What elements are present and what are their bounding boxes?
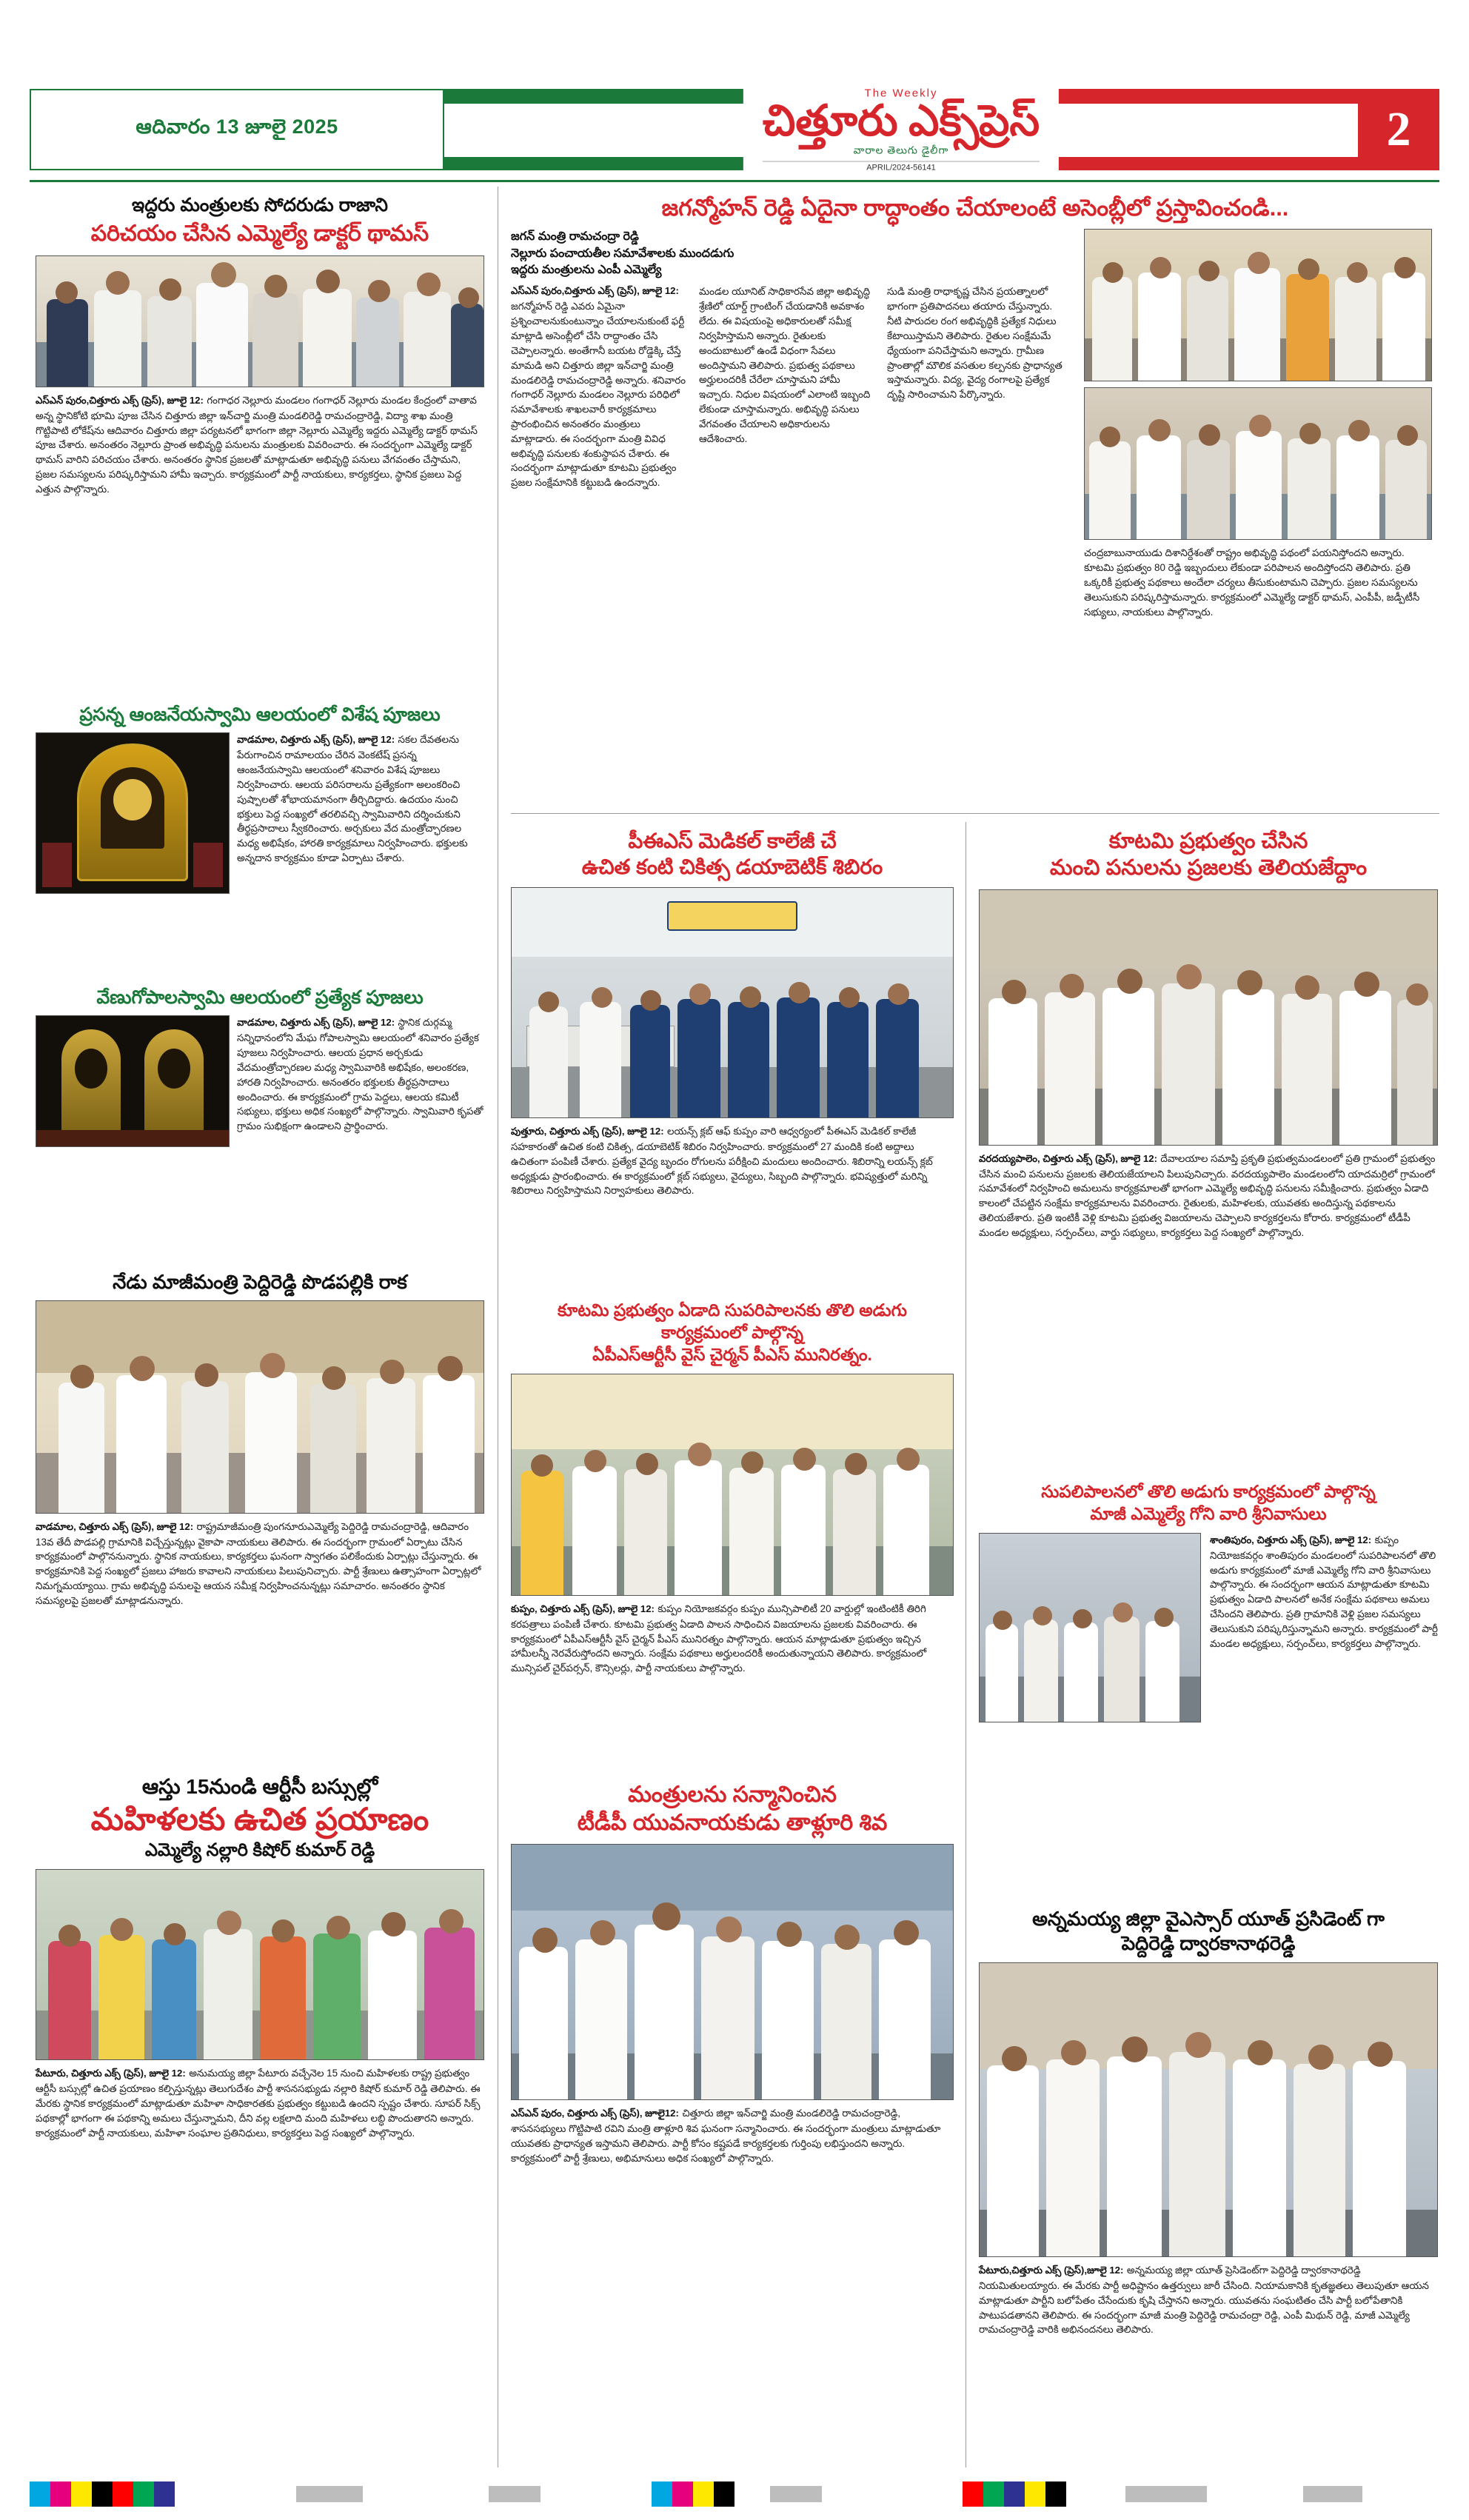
article-b2 [511, 828, 954, 1198]
a3-byline: వాడమాల, చిత్తూరు ఎక్స్‌ (ప్రెస్), జూలై 12: [237, 1017, 395, 1029]
logo-title: చిత్తూరు ఎక్స్‌ప్రెస్ [762, 96, 1040, 145]
c2-photo [979, 1533, 1201, 1722]
a3-headline: వేణుగోపాలస్వామి ఆలయంలో ప్రత్యేక పూజలు [96, 987, 424, 1008]
c1-byline: వరదయ్యపాలెం, చిత్తూరు ఎక్స్‌ (ప్రెస్), జూలై 12: [979, 1152, 1157, 1164]
a5-headline-3: ఎమ్మెల్యే నల్లారి కిషోర్ కుమార్ రెడ్డి [144, 1840, 375, 1861]
a1-body: గంగాధర నెల్లూరు మండలం గంగాధర్ నెల్లూరు మండల కేంద్రంలో వాతావ అన్న స్థానికోటి భూమి పూజ చేసిన చిత్తూరు జిల్లా ఇన్‌చార్జి మంత్రి మండలిరెడ్డి రామచంద్రారెడ్డి, విద్యా శాఖ మంత్రి గొట్టిపాటి లోకేష్‌ను ఆదివారం చిత్తూరు జిల్లా పర్యటనలో భాగంగా జిల్లా నెల్లూరు ఎమ్మెల్యే ఇద్దరు ఎమ్మెల్యే డాక్టర్ థామస్ పూజ చేశారు. అనంతరం నెల్లూరు ప్రాంత అభివృద్ధి పనులను మంత్రులకు వివరించారు. ఈ సందర్భంగా ఎమ్మెల్యే డాక్టర్ థామస్ వారిని పరిచయం చేశారు. అనంతరం స్థానిక ప్రజలతో మాట్లాడుతూ అభివృద్ధి పనులు వేగవంతం చేస్తామని, ప్రజల సమస్యలను పరిష్కరిస్తామని హామీ ఇచ్చారు. కార్యక్రమంలో పార్టీ నాయకులు, కార్యకర్తలు, స్థానిక ప్రజలు పెద్ద ఎత్తున పాల్గొన్నారు. [36, 394, 478, 495]
b3-headline-1: కూటమి ప్రభుత్వం ఏడాది సుపరిపాలనకు తొలి అడుగు [558, 1300, 907, 1320]
gray-patch-4 [1125, 2486, 1207, 2502]
c2-headline-2: మాజీ ఎమ్మెల్యే గోని వారి శ్రీనివాసులు [1090, 1503, 1327, 1523]
section-divider-1 [511, 813, 1439, 814]
article-b3 [511, 1300, 954, 1676]
b1-subhead-1: జగన్ మంత్రి రామచంద్రా రెడ్డి [511, 230, 639, 244]
c2-headline-1: సుపలిపాలనలో తొలి అడుగు కార్యక్రమంలో పాల్గొన్న [1041, 1482, 1376, 1501]
a5-photo [36, 1869, 484, 2060]
a1-byline: ఎస్‌ఎన్ పురం,చిత్తూరు ఎక్స్‌ (ప్రెస్), జూలై 12: [36, 394, 204, 406]
swatch-group-mid [652, 2481, 734, 2507]
b2-byline: పుత్తూరు, చిత్తూరు ఎక్స్‌ (ప్రెస్), జూలై 12: [511, 1126, 664, 1137]
b2-body: లయన్స్ క్లబ్ ఆఫ్ కుప్పం వారి ఆధ్వర్యంలో పీఈఎస్ మెడికల్ కాలేజీ సహకారంతో ఉచిత కంటి చికిత్స, డయాబెటిక్ శిబిరం నిర్వహించారు. కార్యక్రమంలో 27 మందికి కంటి అద్దాలు ఉచితంగా పంపిణీ చేశారు. ప్రత్యేక వైద్య బృందం రోగులను పరీక్షించి మందులు అందించారు. శిబిరాన్ని లయన్స్ క్లబ్ అధ్యక్షుడు ప్రారంభించారు. ఈ కార్యక్రమంలో క్లబ్ సభ్యులు, వైద్యులు, సిబ్బంది పాల్గొన్నారు. భవిష్యత్తులో మరిన్ని శిబిరాలు నిర్వహిస్తామని నిర్వాహకులు తెలిపారు. [511, 1126, 933, 1197]
article-c3 [979, 1907, 1438, 2337]
b4-headline-1: మంత్రులను సన్మానించిన [628, 1782, 837, 1807]
a1-photo [36, 255, 484, 387]
b3-photo [511, 1374, 954, 1596]
masthead-rule [30, 180, 1439, 182]
a4-headline: నేడు మాజీమంత్రి పెద్దిరెడ్డి పొడపల్లికి రాక [113, 1271, 407, 1293]
c2-body: కుప్పం నియోజకవర్గం శాంతిపురం మండలంలో సుపరిపాలనలో తొలి అడుగు కార్యక్రమంలో మాజీ ఎమ్మెల్యే గోని వారి శ్రీనివాసులు పాల్గొన్నారు. ఈ సందర్భంగా ఆయన మాట్లాడుతూ కూటమి ప్రభుత్వం ఏడాది పాలనలో అనేక సంక్షేమ పథకాలు అమలు చేసిందని తెలిపారు. ప్రతి గ్రామానికి వెళ్లి ప్రజల సమస్యలు తెలుసుకుని పరిష్కరిస్తున్నామని అన్నారు. కార్యక్రమంలో పార్టీ మండల అధ్యక్షులు, సర్పంచ్‌లు, కార్యకర్తలు పాల్గొన్నారు. [1210, 1534, 1438, 1649]
page-number: 2 [1358, 89, 1439, 170]
article-a1 [36, 194, 484, 497]
b1-body-col3: సుడి మంత్రి రాధాకృష్ణ చేసిన ప్రయత్నాలలో భాగంగా ప్రతిపాదనలు తయారు చేస్తున్నారు. నీటి పారుదల రంగ అభివృద్ధికి ప్రత్యేక నిధులు కేటాయిస్తామని తెలిపారు. రైతుల సంక్షేమమే ధ్యేయంగా పనిచేస్తామని అన్నారు. గ్రామీణ ప్రాంతాల్లో మౌలిక వసతుల కల్పనకు ప్రాధాన్యత ఇస్తామన్నారు. విద్య, వైద్య రంగాలపై ప్రత్యేక దృష్టి సారించామని పేర్కొన్నారు. [887, 286, 1063, 401]
issue-date: ఆదివారం 13 జూలై 2025 [135, 116, 338, 138]
c1-headline-2: మంచి పనులను ప్రజలకు తెలియజేద్దాం [1049, 856, 1368, 880]
gray-patch-5 [1303, 2486, 1362, 2502]
b1-byline: ఎస్‌ఎన్ పురం,చిత్తూరు ఎక్స్‌ (ప్రెస్), జూలై 12: [511, 285, 679, 297]
b4-byline: ఎస్‌ఎన్ పురం, చిత్తూరు ఎక్స్‌ (ప్రెస్), జూలై12: [511, 2108, 679, 2119]
color-registration-bar [30, 2481, 1439, 2507]
a4-byline: వాడమాల, చిత్తూరు ఎక్స్‌ (ప్రెస్), జూలై 12: [36, 1520, 194, 1532]
b1-photo-bottom [1084, 387, 1432, 540]
b2-headline-2: ఉచిత కంటి చికిత్స డయాబెటిక్ శిబిరం [581, 855, 883, 878]
b4-body: చిత్తూరు జిల్లా ఇన్‌చార్జి మంత్రి మండలిరెడ్డి రామచంద్రారెడ్డి, శాసనసభ్యులు గొట్టిపాటి రవిని మంత్రి తాళ్లూరి శివ ఘనంగా సన్మానించారు. ఈ సందర్భంగా మంత్రులు మాట్లాడుతూ యువతకు ప్రాధాన్యత ఇస్తామని తెలిపారు. పార్టీ కోసం కష్టపడే కార్యకర్తలకు గుర్తింపు లభిస్తుందని అన్నారు. కార్యక్రమంలో పార్టీ శ్రేణులు, అభిమానులు అధిక సంఖ్యలో పాల్గొన్నారు. [511, 2108, 941, 2164]
b2-photo [511, 887, 954, 1118]
a4-body: రాష్ట్రమాజీమంత్రి పుంగనూరుఎమ్మెల్యే పెద్దిరెడ్డి రామచంద్రారెడ్డి, ఆదివారం 13వ తేదీ పొడపల్లి గ్రామానికి విచ్చేస్తున్నట్లు వైకాపా నాయకులు తెలిపారు. ఈ సందర్భంగా గ్రామంలో ఏర్పాటు చేసిన కార్యక్రమంలో పాల్గొననున్నారు. స్థానిక నాయకులు, కార్యకర్తలు ఘనంగా స్వాగతం పలికేందుకు ఏర్పాట్లు చేస్తున్నారు. ఈ కార్యక్రమానికి పెద్ద సంఖ్యలో ప్రజలు హాజరు కావాలని నాయకులు పిలుపునిచ్చారు. పార్టీ శ్రేణులు ఉత్సాహంగా ఏర్పాట్లలో నిమగ్నమయ్యాయి. గ్రామ అభివృద్ధి పనులపై ఆయన సమీక్ష నిర్వహించనున్నట్లు సమాచారం. అనంతరం స్థానిక సమస్యలపై ప్రజలతో మాట్లాడనున్నారు. [36, 1520, 481, 1606]
logo-tagline-top: The Weekly [864, 87, 938, 100]
article-c2 [979, 1481, 1438, 1722]
b3-headline-2: కార్యక్రమంలో పాల్గొన్న [661, 1322, 803, 1342]
article-a4 [36, 1270, 484, 1608]
c3-byline: పేటూరు,చిత్తూరు ఎక్స్‌ (ప్రెస్),జూలై 12: [979, 2265, 1124, 2276]
a2-photo [36, 732, 230, 894]
a3-body: స్థానిక దుర్గమ్మ సన్నిధానంలోని మేఘ గోపాలస్వామి ఆలయంలో శనివారం ప్రత్యేక పూజలు నిర్వహించారు. ఆలయ ప్రధాన అర్చకుడు వేదమంత్రోచ్చారణల మధ్య స్వామివారికి అభిషేకం, అలంకరణ, హారతి నిర్వహించారు. అనంతరం భక్తులకు తీర్థప్రసాదాలు అందించారు. ఈ కార్యక్రమంలో గ్రామ పెద్దలు, ఆలయ కమిటీ సభ్యులు, భక్తులు అధిక సంఖ్యలో పాల్గొన్నారు. స్వామివారి కృపతో గ్రామం సుభిక్షంగా ఉండాలని ప్రార్థించారు. [237, 1017, 483, 1132]
a2-headline: ప్రసన్న ఆంజనేయస్వామి ఆలయంలో విశేష పూజలు [79, 704, 441, 725]
a1-headline-2: పరిచయం చేసిన ఎమ్మెల్యే డాక్టర్ థామస్ [90, 221, 429, 247]
b1-subhead-3: ఇద్దరు మంత్రులను ఎంపీ ఎమ్మెల్యే [511, 263, 662, 276]
b4-photo [511, 1844, 954, 2100]
c3-body: అన్నమయ్య జిల్లా యూత్ ప్రెసిడెంట్‌గా పెద్దిరెడ్డి ద్వారకానాథరెడ్డి నియమితులయ్యారు. ఈ మేరకు పార్టీ అధిష్టానం ఉత్తర్వులు జారీ చేసింది. నియామకానికి కృతజ్ఞతలు తెలుపుతూ ఆయన మాట్లాడుతూ పార్టీని బలోపేతం చేసేందుకు కృషి చేస్తానని అన్నారు. యువతను సంఘటితం చేసి పార్టీ బలోపేతానికి పాటుపడతానని తెలిపారు. ఈ సందర్భంగా మాజీ మంత్రి పెద్దిరెడ్డి రామచంద్రా రెడ్డి, ఎంపీ మిథున్ రెడ్డి, మాజీ ఎమ్మెల్యే రామచంద్రారెడ్డి వారికి అభినందనలు తెలిపారు. [979, 2265, 1429, 2336]
article-a2 [36, 703, 484, 894]
b3-headline-3: ఏపీఎస్ఆర్టీసీ వైస్ చైర్మన్ పీఎస్ మునిరత్నం. [592, 1344, 872, 1364]
b1-body-col2: మండల యూనిట్ సాధికారసేవ జిల్లా అభివృద్ధి శ్రేణిలో యార్డ్ గ్రాంటింగ్ చేయడానికి అవకాశం లేదు. ఈ విషయంపై అధికారులతో సమీక్ష నిర్వహిస్తామని అన్నారు. రైతులకు అందుబాటులో ఉండే విధంగా సేవలు అందిస్తామని తెలిపారు. ప్రభుత్వ పథకాలు అర్హులందరికీ చేరేలా చూస్తామని హామీ ఇచ్చారు. నిధుల విషయంలో ఎలాంటి ఇబ్బంది లేకుండా చూస్తామన్నారు. అభివృద్ధి పనులు వేగవంతం చేయాలని అధికారులను ఆదేశించారు. [699, 286, 871, 444]
masthead [30, 87, 1439, 173]
issue-date-box [30, 89, 444, 170]
article-a3 [36, 986, 484, 1147]
c3-headline-2: పెద్దిరెడ్డి ద్వారకానాథరెడ్డి [1121, 1931, 1296, 1954]
masthead-banner [444, 87, 1358, 173]
b1-subhead-2: నెల్లూరు పంచాయతీల సమావేశాలకు ముందడుగు [511, 247, 734, 260]
article-c1 [979, 828, 1438, 1240]
c3-headline-1: అన్నమయ్య జిల్లా వైఎస్సార్ యూత్ ప్రసిడెంట్ గా [1032, 1908, 1385, 1930]
c2-byline: శాంతిపురం, చిత్తూరు ఎక్స్‌ (ప్రెస్), జూలై 12: [1210, 1534, 1372, 1545]
b1-headline: జగన్మోహన్ రెడ్డి ఏదైనా రాద్ధాంతం చేయాలంటే అసెంబ్లీలో ప్రస్తావించండి... [661, 195, 1289, 221]
b3-byline: కుప్పం, చిత్తూరు ఎక్స్‌ (ప్రెస్), జూలై 12: [511, 1602, 655, 1614]
a5-body: అనుమయ్య జిల్లా పేటూరు వచ్చేనెల 15 నుంచి మహిళలకు రాష్ట్ర ప్రభుత్వం ఆర్టీసీ బస్సుల్లో ఉచిత ప్రయాణం కల్పిస్తున్నట్లు తెలుగుదేశం పార్టీ శాసనసభ్యుడు నల్లారి కిషోర్ కుమార్ రెడ్డి తెలిపారు. ఈ మేరకు స్థానిక కార్యక్రమంలో మాట్లాడుతూ మహిళా సాధికారతకు ప్రభుత్వం కట్టుబడి ఉందని స్పష్టం చేశారు. సూపర్ సిక్స్ పథకాల్లో భాగంగా ఈ పథకాన్ని అమలు చేస్తున్నామని, దీని వల్ల లక్షలాది మంది మహిళలు లబ్ధి పొందుతారని అన్నారు. కార్యక్రమంలో పార్టీ నాయకులు, మహిళా సంఘాల ప్రతినిధులు, కార్యకర్తలు పెద్ద సంఖ్యలో పాల్గొన్నారు. [36, 2068, 481, 2139]
article-b4 [511, 1781, 954, 2165]
b2-headline-1: పీఈఎస్ మెడికల్ కాలేజీ చే [628, 829, 837, 852]
a1-headline-1: ఇద్దరు మంత్రులకు సోదరుడు రాజాని [132, 195, 388, 215]
a3-photo [36, 1015, 230, 1147]
publication-logo [743, 87, 1059, 173]
b3-body: కుప్పం నియోజకవర్గం కుప్పం మున్సిపాలిటీ 20 వార్డుల్లో ఇంటింటికీ తిరిగి కరపత్రాలు పంపిణీ చేశారు. కూటమి ప్రభుత్వ ఏడాది పాలన సాధించిన విజయాలను ప్రజలకు వివరించారు. ఈ కార్యక్రమంలో ఏపీఎస్ఆర్టీసీ వైస్ చైర్మన్ పీఎస్ మునిరత్నం పాల్గొన్నారు. ఆయన మాట్లాడుతూ ప్రభుత్వం ఇచ్చిన హామీలన్నీ నెరవేరుస్తోందని అన్నారు. సంక్షేమ పథకాలు అర్హులందరికీ అందుతున్నాయని తెలిపారు. కార్యక్రమంలో మున్సిపల్ చైర్‌పర్సన్, కౌన్సిలర్లు, పార్టీ నాయకులు పాల్గొన్నారు. [511, 1602, 927, 1674]
b1-photo-top [1084, 229, 1432, 381]
gray-patch-1 [296, 2486, 363, 2502]
a5-headline-2: మహిళలకు ఉచిత ప్రయాణం [90, 1802, 429, 1836]
a5-byline: పేటూరు, చిత్తూరు ఎక్స్‌ (ప్రెస్), జూలై 12: [36, 2068, 186, 2079]
a2-body: సకల దేవతలను పేరుగాంచిన రామాలయం చేరిన వెంకటేష్ ప్రసన్న ఆంజనేయస్వామి ఆలయంలో శనివారం విశేష పూజలు నిర్వహించారు. ఆలయ పరిసరాలను ప్రత్యేకంగా అలంకరించి పుష్పాలతో శోభాయమానంగా తీర్చిదిద్దారు. ఉదయం నుంచి భక్తులు పెద్ద సంఖ్యలో తరలివచ్చి స్వామివారిని దర్శించుకుని తీర్థప్రసాదాలు స్వీకరించారు. అర్చకులు వేద మంత్రోచ్ఛారణల మధ్య అభిషేకం, హారతి కార్యక్రమాలు నిర్వహించారు. భక్తులకు అన్నదాన కార్యక్రమం కూడా ఏర్పాటు చేశారు. [237, 734, 468, 864]
c1-photo [979, 889, 1438, 1146]
a5-headline-1: ఆస్తు 15నుండి ఆర్టీసీ బస్సుల్లో [141, 1775, 378, 1798]
article-a5 [36, 1774, 484, 2141]
c1-headline-1: కూటమి ప్రభుత్వం చేసిన [1108, 829, 1308, 853]
gray-patch-2 [489, 2486, 541, 2502]
logo-registration: APRIL/2024-56141 [763, 161, 1040, 173]
b1-body-col1: జగన్మోహన్ రెడ్డి ఎవరు ఏమైనా ప్రశ్నించాలనుకుంటున్నాం చేయాలనుకుంటే ఫర్టీ మాట్లాడి అసెంబ్లీలో చేసి రాద్ధాంతం చేసి చెప్పాలన్నారు. అంతేగానీ బయట రోడ్డెక్కి చేస్తే మామడి అని చిత్తూరు జిల్లా ఇన్‌చార్జి మంత్రి మండలిరెడ్డి రామచంద్రారెడ్డి అన్నారు. శనివారం గంగాధర్ నెల్లూరు మండలం నెల్లూరు పరిధిలో సమావేశాలకు శాఖలవారీ కార్యక్రమాలు ప్రారంభించిన అనంతరం మంత్రులు మాట్లాడారు. ఈ సందర్భంగా మంత్రి వివిధ అభివృద్ధి పనులకు శంకుస్థాపన చేశారు. ఈ సందర్భంగా మాట్లాడుతూ కూటమి ప్రభుత్వం ప్రజల సంక్షేమానికి కట్టుబడి ఉందన్నారు. [511, 301, 686, 489]
c1-body: దేవాలయాల సమాప్తి ప్రకృతి ప్రభుత్వమండలంలో ప్రతి గ్రామంలో ప్రభుత్వం చేసిన మంచి పనులను ప్రజలకు తెలియజేయాలని పిలుపునిచ్చారు. వరదయ్యపాలెం మండలంలోని యాదమర్రిలో గ్రామంలో సమావేశంలో నిర్వహించి అమలును కార్యక్రమాలతో భాగంగా ఎమ్మెల్యే అభివృద్ధి పనులను సమీక్షించారు. ప్రభుత్వం ఏడాది కాలంలో చేపట్టిన సంక్షేమ కార్యక్రమాలను వివరించారు. రైతులకు, మహిళలకు, యువతకు అందిస్తున్న పథకాలను తెలియజేశారు. ప్రతి ఇంటికీ వెళ్లి కూటమి ప్రభుత్వ విజయాలను చెప్పాలని కార్యకర్తలను కోరారు. కార్యక్రమంలో టీడీపీ మండల అధ్యక్షులు, సర్పంచ్‌లు, వార్డు సభ్యులు, కార్యకర్తలు పెద్ద సంఖ్యలో పాల్గొన్నారు. [979, 1152, 1436, 1238]
swatch-group-left [30, 2481, 175, 2507]
c3-photo [979, 1962, 1438, 2257]
a2-byline: వాడమాల, చిత్తూరు ఎక్స్‌ (ప్రెస్), జూలై 12: [237, 734, 395, 746]
gray-patch-3 [770, 2486, 822, 2502]
a4-photo [36, 1300, 484, 1514]
logo-tagline-bottom: వారాల తెలుగు డైలీగా [853, 144, 949, 156]
swatch-group-right [963, 2481, 1066, 2507]
b1-body-col4: చంద్రబాబునాయుడు దిశానిర్దేశంతో రాష్ట్రం అభివృద్ధి పథంలో పయనిస్తోందని అన్నారు. కూటమి ప్రభుత్వం 80 రెడ్డి ఇబ్బందులు లేకుండా పరిపాలన అందిస్తోందని తెలిపారు. ప్రతి ఒక్కరికీ ప్రభుత్వ పథకాలు అందేలా చర్యలు తీసుకుంటామని చెప్పారు. ప్రజల సమస్యలను తెలుసుకుని పరిష్కరిస్తామన్నారు. కార్యక్రమంలో ఎమ్మెల్యే డాక్టర్ థామస్, ఎంపీపీ, జడ్పీటీసీ సభ్యులు, నాయకులు పాల్గొన్నారు. [1084, 547, 1420, 618]
article-b1 [511, 194, 1439, 619]
b4-headline-2: టీడీపీ యువనాయకుడు తాళ్లూరి శివ [577, 1810, 888, 1835]
